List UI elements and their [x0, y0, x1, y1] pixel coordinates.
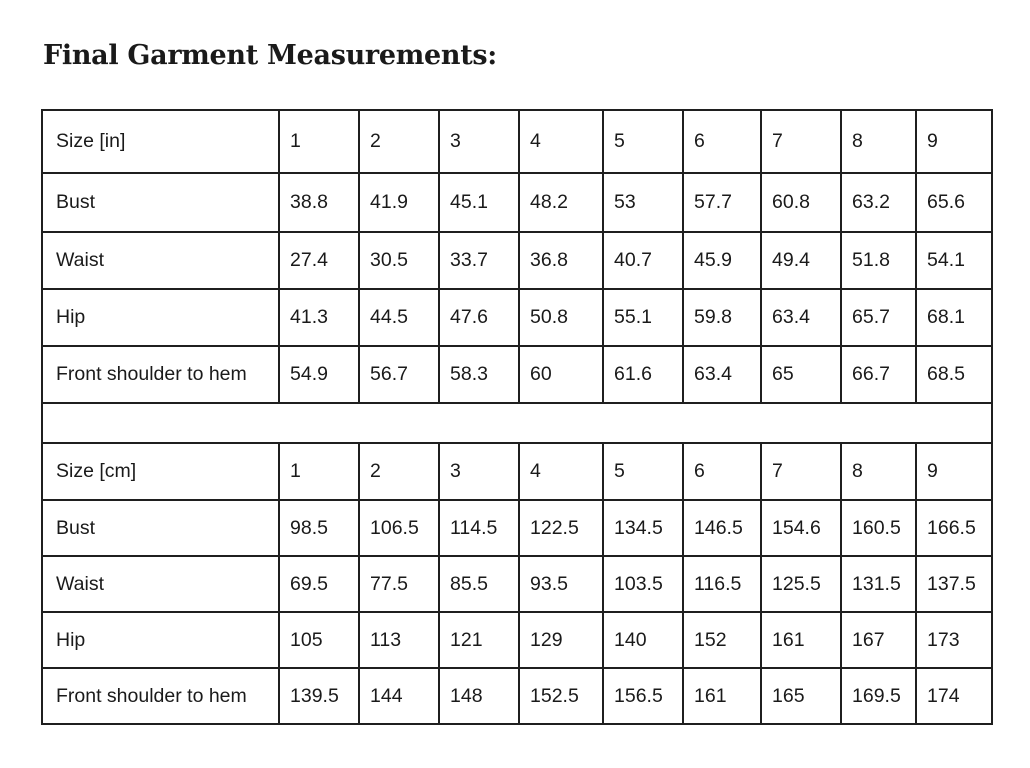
measurement-value: 106.5	[359, 500, 439, 556]
measurement-label: Front shoulder to hem	[42, 346, 279, 403]
measurement-value: 41.9	[359, 173, 439, 232]
centimeters-header-row	[42, 443, 992, 500]
measurement-value: 103.5	[603, 556, 683, 612]
size-header-cell: 5	[603, 110, 683, 173]
measurement-value: 63.4	[761, 289, 841, 346]
measurement-value: 174	[916, 668, 992, 724]
measurement-label: Hip	[42, 612, 279, 668]
measurement-value: 169.5	[841, 668, 916, 724]
size-header-cell: 7	[761, 110, 841, 173]
size-header-cell: 2	[359, 110, 439, 173]
measurement-value: 47.6	[439, 289, 519, 346]
size-header-cell: 6	[683, 443, 761, 500]
measurement-value: 45.9	[683, 232, 761, 289]
measurement-label: Front shoulder to hem	[42, 668, 279, 724]
measurement-value: 152.5	[519, 668, 603, 724]
centimeters-section	[42, 443, 992, 724]
size-header-label: Size [in]	[42, 110, 279, 173]
size-header-cell: 4	[519, 110, 603, 173]
measurement-value: 121	[439, 612, 519, 668]
size-header-cell: 9	[916, 110, 992, 173]
spacer-row	[42, 403, 992, 443]
measurement-value: 160.5	[841, 500, 916, 556]
size-header-cell: 2	[359, 443, 439, 500]
size-header-cell: 4	[519, 443, 603, 500]
measurement-value: 65.7	[841, 289, 916, 346]
measurement-row	[42, 232, 992, 289]
measurement-value: 173	[916, 612, 992, 668]
measurement-value: 65.6	[916, 173, 992, 232]
measurement-value: 63.2	[841, 173, 916, 232]
measurement-value: 54.9	[279, 346, 359, 403]
measurement-value: 156.5	[603, 668, 683, 724]
measurement-value: 129	[519, 612, 603, 668]
measurement-value: 131.5	[841, 556, 916, 612]
measurement-row	[42, 500, 992, 556]
spacer-section	[42, 403, 992, 443]
measurement-value: 105	[279, 612, 359, 668]
measurement-value: 56.7	[359, 346, 439, 403]
size-header-cell: 1	[279, 110, 359, 173]
measurement-value: 38.8	[279, 173, 359, 232]
measurement-value: 41.3	[279, 289, 359, 346]
measurement-value: 98.5	[279, 500, 359, 556]
measurement-value: 85.5	[439, 556, 519, 612]
measurement-value: 69.5	[279, 556, 359, 612]
measurement-value: 59.8	[683, 289, 761, 346]
measurement-row	[42, 556, 992, 612]
page-title: Final Garment Measurements:	[43, 40, 497, 71]
measurement-value: 60.8	[761, 173, 841, 232]
measurement-value: 68.5	[916, 346, 992, 403]
measurement-value: 116.5	[683, 556, 761, 612]
measurement-value: 68.1	[916, 289, 992, 346]
measurement-row	[42, 289, 992, 346]
measurement-value: 165	[761, 668, 841, 724]
size-header-cell: 9	[916, 443, 992, 500]
measurement-value: 63.4	[683, 346, 761, 403]
measurement-value: 60	[519, 346, 603, 403]
measurement-value: 49.4	[761, 232, 841, 289]
measurement-value: 57.7	[683, 173, 761, 232]
measurement-value: 93.5	[519, 556, 603, 612]
measurement-value: 152	[683, 612, 761, 668]
size-header-cell: 7	[761, 443, 841, 500]
measurement-value: 55.1	[603, 289, 683, 346]
measurement-value: 161	[761, 612, 841, 668]
size-header-cell: 6	[683, 110, 761, 173]
measurement-value: 65	[761, 346, 841, 403]
measurement-value: 166.5	[916, 500, 992, 556]
measurement-row	[42, 173, 992, 232]
measurement-value: 139.5	[279, 668, 359, 724]
measurement-value: 30.5	[359, 232, 439, 289]
measurement-value: 66.7	[841, 346, 916, 403]
measurement-value: 148	[439, 668, 519, 724]
measurement-label: Waist	[42, 232, 279, 289]
measurement-value: 134.5	[603, 500, 683, 556]
spacer-cell	[42, 403, 992, 443]
measurement-value: 51.8	[841, 232, 916, 289]
measurement-label: Bust	[42, 500, 279, 556]
size-header-cell: 3	[439, 443, 519, 500]
measurement-value: 140	[603, 612, 683, 668]
measurement-value: 27.4	[279, 232, 359, 289]
size-header-label: Size [cm]	[42, 443, 279, 500]
size-header-cell: 8	[841, 443, 916, 500]
measurement-value: 125.5	[761, 556, 841, 612]
measurement-value: 40.7	[603, 232, 683, 289]
measurement-value: 77.5	[359, 556, 439, 612]
measurement-value: 50.8	[519, 289, 603, 346]
measurement-value: 45.1	[439, 173, 519, 232]
measurement-value: 167	[841, 612, 916, 668]
measurements-table	[41, 109, 993, 725]
measurement-value: 137.5	[916, 556, 992, 612]
measurement-row	[42, 346, 992, 403]
size-header-cell: 1	[279, 443, 359, 500]
measurement-value: 53	[603, 173, 683, 232]
size-header-cell: 3	[439, 110, 519, 173]
measurement-value: 154.6	[761, 500, 841, 556]
measurement-value: 33.7	[439, 232, 519, 289]
measurement-value: 36.8	[519, 232, 603, 289]
measurement-value: 144	[359, 668, 439, 724]
measurement-label: Hip	[42, 289, 279, 346]
measurement-row	[42, 668, 992, 724]
measurement-row	[42, 612, 992, 668]
size-header-cell: 5	[603, 443, 683, 500]
measurement-label: Bust	[42, 173, 279, 232]
measurement-value: 146.5	[683, 500, 761, 556]
measurement-value: 54.1	[916, 232, 992, 289]
measurement-value: 48.2	[519, 173, 603, 232]
measurement-value: 161	[683, 668, 761, 724]
measurement-value: 58.3	[439, 346, 519, 403]
size-header-cell: 8	[841, 110, 916, 173]
measurement-value: 61.6	[603, 346, 683, 403]
measurement-value: 113	[359, 612, 439, 668]
measurement-label: Waist	[42, 556, 279, 612]
measurement-value: 44.5	[359, 289, 439, 346]
measurement-value: 122.5	[519, 500, 603, 556]
measurement-value: 114.5	[439, 500, 519, 556]
inches-header-row	[42, 110, 992, 173]
inches-section	[42, 110, 992, 403]
